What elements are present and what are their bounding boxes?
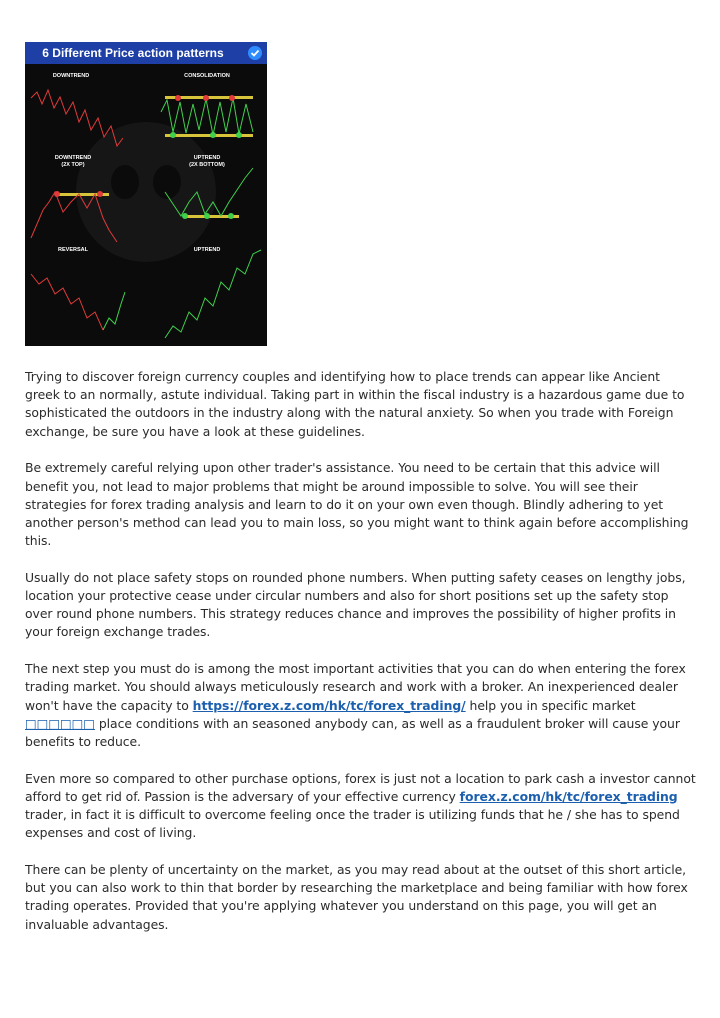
skull-watermark <box>76 122 216 262</box>
panel-sub-2x-top: (2X TOP) <box>61 162 85 168</box>
paragraph-4-after: place conditions with an seasoned anybody can, as well as a fraudulent broker will cause your benefits to reduce. <box>25 715 680 749</box>
paragraph-4 <box>25 660 697 751</box>
infographic-title: 6 Different Price action patterns <box>42 46 224 60</box>
panel-label-consolidation: CONSOLIDATION <box>184 73 230 79</box>
panel-label-reversal: REVERSAL <box>58 247 88 253</box>
verified-check-icon <box>248 46 262 60</box>
forex-trading-link[interactable]: https://forex.z.com/hk/tc/forex_trading/ <box>192 697 466 713</box>
paragraph-4-middle: help you in specific market <box>465 697 636 713</box>
market-link[interactable]: □□□□□□ <box>25 715 95 731</box>
paragraph-4-before: The next step you must do is among the most important activities that you can do when entering the forex trading market. You should always meticulously research and work with a broker. An inexperienced dealer won't have the capacity to <box>25 661 686 713</box>
paragraph-5 <box>25 770 697 843</box>
paragraph-1: Trying to discover foreign currency couples and identifying how to place trends can appear like Ancient greek to an normally, astute individual. Taking part in within the fiscal industry is a hazardous game due to sophisticated the outdoors in the industry along with the natural anxiety. So when you trade with Foreign exchange, be sure you have a look at these guidelines. <box>25 369 685 439</box>
panel-sub-2x-bottom: (2X BOTTOM) <box>189 162 225 168</box>
article-body <box>25 368 697 952</box>
paragraph-3: Usually do not place safety stops on rounded phone numbers. When putting safety ceases on lengthy jobs, location your protective cease under circular numbers and also for short positions set up the safety stop over round phone numbers. This strategy reduces chance and improves the possibility of higher profits in your foreign exchange trades. <box>25 569 686 640</box>
price-action-chart-image <box>25 42 267 346</box>
panel-label-uptrend: UPTREND <box>193 247 221 253</box>
paragraph-2: Be extremely careful relying upon other trader's assistance. You need to be certain that this advice will benefit you, not lead to major problems that might be around impossible to solve. You will see their strategies for forex trading analysis and learn to do it on your own even though. Blindly adhering to yet another person's method can lead you to main loss, so you might want to think again before accomplishing this. <box>25 460 689 549</box>
forex-trading-link-2[interactable]: forex.z.com/hk/tc/forex_trading <box>459 788 678 804</box>
panel-label-uptrend-2x: UPTREND <box>193 155 221 161</box>
panel-label-downtrend-2x: DOWNTREND <box>54 155 92 161</box>
paragraph-5-after: trader, in fact it is difficult to overcome feeling once the trader is utilizing funds that he / she has to spend expenses and cost of living. <box>25 807 680 841</box>
panel-label-downtrend: DOWNTREND <box>52 73 90 79</box>
paragraph-5-before: Even more so compared to other purchase options, forex is just not a location to park cash a investor cannot afford to get rid of. Passion is the adversary of your effective currency <box>25 770 696 804</box>
paragraph-6: There can be plenty of uncertainty on the market, as you may read about at the outset of this short article, but you can also work to thin that border by researching the marketplace and being familiar with how forex trading operates. Provided that you're applying whatever you understand on this page, you will get an invaluable advantages. <box>25 861 688 932</box>
price-action-infographic <box>25 42 267 346</box>
